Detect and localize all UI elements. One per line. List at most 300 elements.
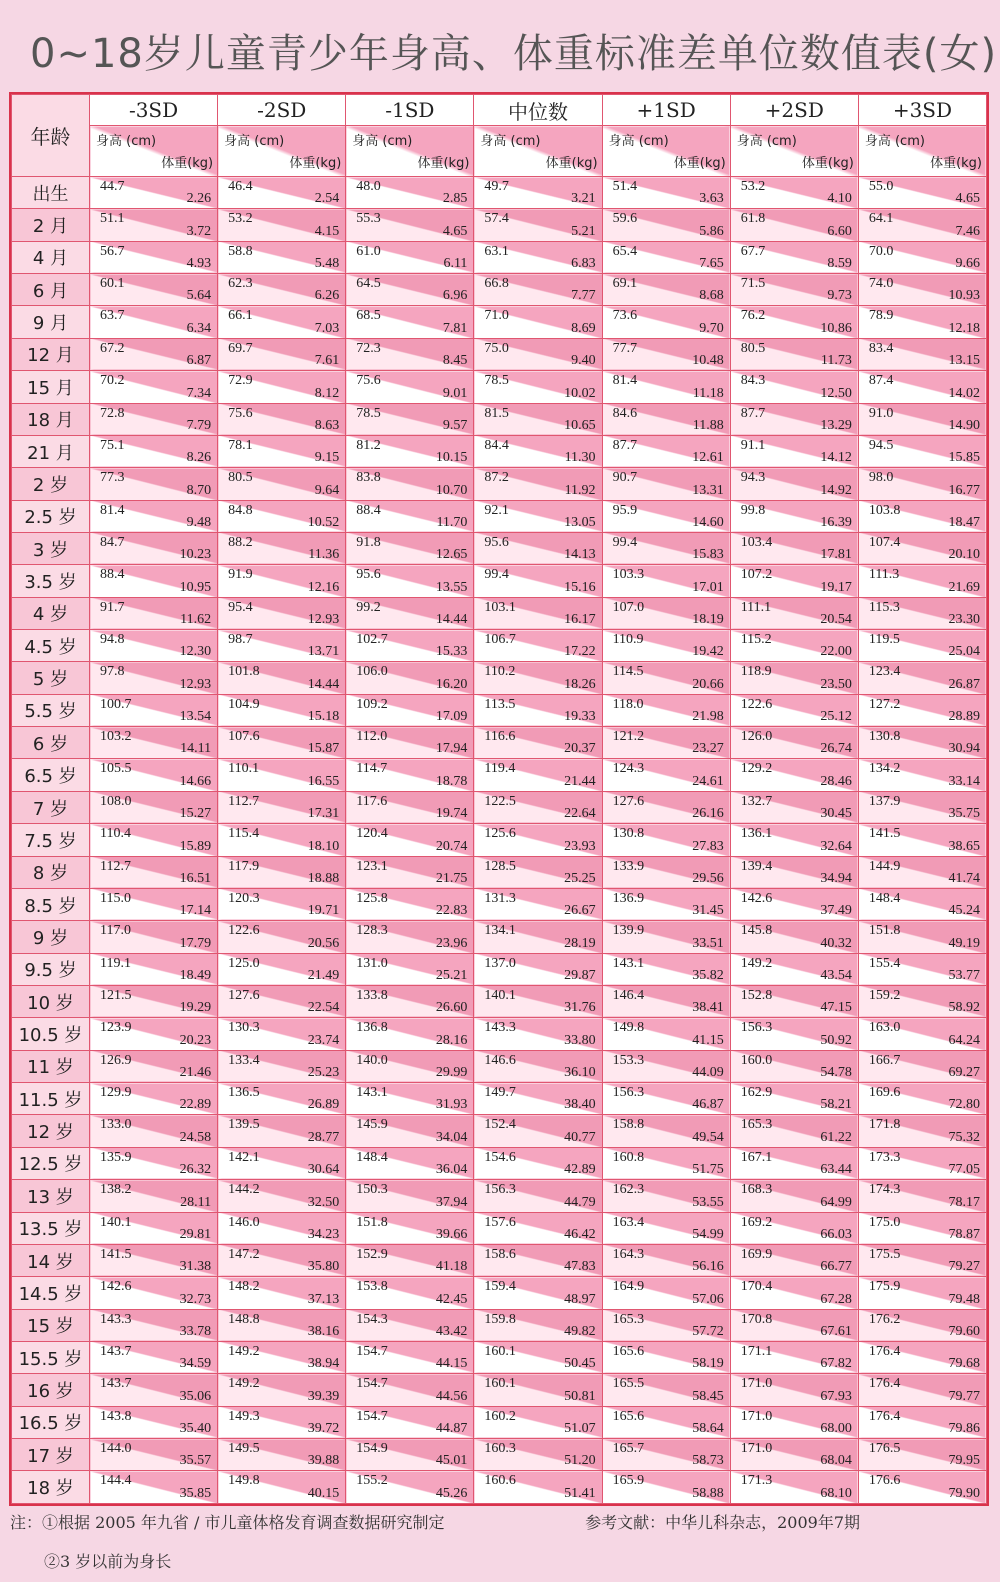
unit-header-cell [602, 126, 730, 177]
value-cell [858, 630, 986, 662]
value-cell [346, 338, 474, 370]
height-value: 84.4 [484, 437, 509, 453]
value-cell [602, 791, 730, 823]
height-value: 143.1 [612, 955, 645, 971]
height-value: 171.0 [740, 1376, 773, 1392]
value-cell [730, 1018, 858, 1050]
value-cell [218, 727, 346, 759]
sd-column-header: -1SD [346, 95, 474, 126]
value-cell [90, 791, 218, 823]
weight-value: 14.13 [564, 547, 596, 563]
height-value: 136.8 [356, 1020, 388, 1036]
height-unit-label: 身高 (cm) [864, 134, 925, 149]
weight-value: 9.64 [314, 482, 340, 498]
height-value: 72.9 [228, 373, 253, 389]
weight-value: 67.61 [820, 1323, 852, 1339]
weight-value: 13.05 [564, 514, 596, 530]
height-value: 84.7 [100, 534, 125, 550]
weight-value: 16.77 [948, 482, 980, 498]
weight-value: 21.75 [435, 870, 468, 886]
height-value: 120.3 [228, 890, 260, 906]
height-value: 99.8 [740, 502, 766, 518]
value-cell [346, 532, 474, 564]
height-value: 91.1 [740, 437, 766, 453]
weight-value: 8.12 [314, 385, 340, 401]
height-value: 152.8 [740, 987, 773, 1003]
height-value: 112.7 [228, 793, 260, 809]
value-cell [858, 1018, 986, 1050]
weight-value: 34.04 [435, 1129, 468, 1145]
sd-column-header: -3SD [90, 95, 218, 126]
height-value: 75.6 [228, 405, 253, 421]
weight-value: 7.34 [186, 385, 212, 401]
value-cell [730, 1341, 858, 1373]
weight-value: 9.70 [699, 320, 724, 336]
value-cell [346, 856, 474, 888]
weight-value: 58.45 [692, 1388, 724, 1404]
weight-value: 20.74 [435, 838, 468, 854]
height-value: 116.6 [484, 729, 516, 745]
height-value: 154.3 [356, 1311, 388, 1327]
weight-value: 38.16 [307, 1323, 340, 1339]
weight-value: 58.64 [692, 1421, 724, 1437]
weight-value: 25.04 [948, 644, 980, 660]
height-value: 94.5 [868, 437, 894, 453]
weight-value: 9.66 [955, 256, 980, 272]
value-cell [858, 694, 986, 726]
height-value: 105.5 [100, 761, 132, 777]
table-row [12, 371, 987, 403]
weight-value: 57.72 [692, 1323, 724, 1339]
weight-value: 17.79 [179, 935, 212, 951]
height-value: 122.5 [484, 793, 516, 809]
table-row [12, 856, 987, 888]
weight-value: 79.86 [948, 1421, 980, 1437]
value-cell [346, 662, 474, 694]
value-cell [346, 371, 474, 403]
value-cell [858, 241, 986, 273]
value-cell [346, 468, 474, 500]
height-value: 90.7 [612, 470, 638, 486]
value-cell [346, 1406, 474, 1438]
weight-value: 67.93 [820, 1388, 852, 1404]
table-row [12, 532, 987, 564]
height-value: 165.5 [612, 1376, 645, 1392]
height-value: 87.2 [484, 470, 509, 486]
weight-value: 79.27 [948, 1259, 980, 1275]
weight-value: 28.19 [564, 935, 596, 951]
weight-value: 8.70 [186, 482, 212, 498]
value-cell [602, 209, 730, 241]
value-cell [218, 1244, 346, 1276]
weight-value: 5.86 [699, 223, 724, 239]
sd-header-row [12, 95, 987, 126]
value-cell [218, 1374, 346, 1406]
height-value: 88.2 [228, 534, 253, 550]
height-value: 119.4 [484, 761, 516, 777]
weight-value: 23.27 [692, 741, 724, 757]
height-value: 146.6 [484, 1052, 516, 1068]
weight-value: 21.69 [948, 579, 980, 595]
height-value: 114.7 [356, 761, 388, 777]
height-value: 95.9 [612, 502, 638, 518]
value-cell [730, 856, 858, 888]
height-value: 107.0 [612, 599, 645, 615]
weight-value: 50.81 [564, 1388, 596, 1404]
height-value: 154.7 [356, 1343, 388, 1359]
value-cell [90, 985, 218, 1017]
weight-value: 20.66 [692, 676, 724, 692]
table-row [12, 662, 987, 694]
height-value: 74.0 [868, 276, 894, 292]
weight-value: 79.48 [948, 1291, 980, 1307]
growth-standards-table [11, 94, 987, 1504]
height-unit-label: 身高 (cm) [736, 134, 797, 149]
weight-value: 67.82 [820, 1356, 852, 1372]
value-cell [218, 371, 346, 403]
weight-value: 16.17 [564, 612, 596, 628]
height-value: 107.4 [868, 534, 901, 550]
weight-value: 10.48 [692, 353, 724, 369]
height-value: 57.4 [484, 211, 509, 227]
weight-value: 69.27 [948, 1065, 980, 1081]
value-cell [474, 856, 602, 888]
value-cell [346, 1147, 474, 1179]
weight-value: 14.92 [820, 482, 852, 498]
weight-value: 53.77 [948, 967, 980, 983]
height-value: 137.0 [484, 955, 516, 971]
value-cell [730, 209, 858, 241]
height-value: 122.6 [740, 696, 773, 712]
value-cell [730, 888, 858, 920]
height-value: 144.0 [100, 1441, 132, 1457]
value-cell [602, 371, 730, 403]
age-cell: 出生 [12, 177, 90, 209]
footer-notes [10, 1510, 980, 1572]
value-cell [730, 274, 858, 306]
value-cell [858, 856, 986, 888]
height-value: 61.0 [356, 243, 381, 259]
weight-value: 7.77 [571, 288, 596, 304]
age-cell: 15 岁 [12, 1309, 90, 1341]
table-row [12, 338, 987, 370]
value-cell [730, 241, 858, 273]
weight-value: 26.89 [307, 1097, 340, 1113]
height-value: 69.7 [228, 340, 253, 356]
value-cell [474, 694, 602, 726]
height-value: 127.6 [228, 987, 260, 1003]
value-cell [218, 1309, 346, 1341]
value-cell [90, 306, 218, 338]
weight-value: 78.87 [948, 1226, 980, 1242]
height-value: 149.2 [228, 1376, 260, 1392]
weight-value: 10.52 [307, 514, 340, 530]
weight-value: 38.94 [307, 1356, 340, 1372]
weight-value: 9.48 [186, 514, 212, 530]
value-cell [602, 435, 730, 467]
weight-value: 68.10 [820, 1486, 852, 1501]
weight-value: 58.21 [820, 1097, 852, 1113]
height-value: 139.5 [228, 1117, 260, 1133]
height-value: 94.8 [100, 632, 125, 648]
value-cell [218, 468, 346, 500]
value-cell [858, 759, 986, 791]
weight-value: 16.39 [820, 514, 852, 530]
value-cell [346, 1083, 474, 1115]
weight-value: 22.89 [179, 1097, 212, 1113]
table-row [12, 1471, 987, 1504]
value-cell [346, 953, 474, 985]
weight-value: 39.88 [307, 1453, 340, 1469]
weight-value: 58.88 [692, 1486, 724, 1501]
height-value: 78.5 [484, 373, 509, 389]
weight-value: 18.26 [564, 676, 596, 692]
weight-value: 30.45 [820, 806, 852, 822]
table-row [12, 630, 987, 662]
height-value: 175.5 [868, 1246, 901, 1262]
weight-value: 7.46 [955, 223, 980, 239]
value-cell [90, 274, 218, 306]
height-value: 67.7 [740, 243, 766, 259]
value-cell [474, 1018, 602, 1050]
value-cell [218, 241, 346, 273]
weight-value: 2.26 [186, 191, 212, 207]
height-value: 66.1 [228, 308, 253, 324]
weight-value: 6.96 [442, 288, 468, 304]
value-cell [730, 1309, 858, 1341]
weight-value: 21.49 [307, 967, 340, 983]
value-cell [90, 1244, 218, 1276]
weight-value: 9.40 [571, 353, 596, 369]
height-value: 81.2 [356, 437, 381, 453]
value-cell [602, 1083, 730, 1115]
age-cell: 9 月 [12, 306, 90, 338]
height-value: 140.0 [356, 1052, 388, 1068]
value-cell [218, 274, 346, 306]
weight-value: 20.54 [820, 612, 852, 628]
height-value: 124.3 [612, 761, 645, 777]
value-cell [218, 500, 346, 532]
value-cell [602, 1050, 730, 1082]
value-cell [346, 727, 474, 759]
height-value: 125.8 [356, 890, 388, 906]
weight-value: 14.02 [948, 385, 980, 401]
value-cell [218, 888, 346, 920]
height-value: 55.0 [868, 179, 894, 194]
height-value: 112.0 [356, 729, 388, 745]
weight-value: 10.02 [564, 385, 596, 401]
value-cell [346, 921, 474, 953]
age-cell: 6 岁 [12, 727, 90, 759]
height-value: 77.7 [612, 340, 638, 356]
value-cell [858, 888, 986, 920]
value-cell [218, 1018, 346, 1050]
value-cell [474, 1115, 602, 1147]
weight-value: 43.54 [820, 967, 852, 983]
weight-value: 41.74 [948, 870, 980, 886]
value-cell [474, 630, 602, 662]
value-cell [90, 241, 218, 273]
weight-value: 12.93 [307, 612, 340, 628]
weight-value: 35.40 [179, 1421, 212, 1437]
value-cell [602, 1212, 730, 1244]
value-cell [474, 921, 602, 953]
weight-value: 3.72 [186, 223, 212, 239]
height-value: 169.2 [740, 1214, 773, 1230]
weight-value: 28.11 [180, 1194, 212, 1210]
sd-column-header: +3SD [858, 95, 986, 126]
weight-value: 10.15 [435, 450, 468, 466]
value-cell [602, 953, 730, 985]
value-cell [474, 1374, 602, 1406]
value-cell [858, 274, 986, 306]
weight-value: 72.80 [948, 1097, 980, 1113]
age-cell: 11 岁 [12, 1050, 90, 1082]
height-value: 147.2 [228, 1246, 260, 1262]
value-cell [602, 1439, 730, 1471]
value-cell [346, 565, 474, 597]
age-cell: 14.5 岁 [12, 1277, 90, 1309]
value-cell [730, 532, 858, 564]
value-cell [474, 1309, 602, 1341]
height-value: 129.2 [740, 761, 773, 777]
weight-value: 64.99 [820, 1194, 852, 1210]
height-value: 113.5 [484, 696, 516, 712]
weight-value: 13.55 [435, 579, 468, 595]
weight-value: 18.10 [307, 838, 340, 854]
height-value: 173.3 [868, 1149, 901, 1165]
value-cell [858, 1406, 986, 1438]
weight-value: 12.18 [948, 320, 980, 336]
value-cell [90, 1374, 218, 1406]
weight-unit-label: 体重(kg) [161, 156, 214, 171]
height-value: 160.6 [484, 1473, 516, 1489]
weight-value: 51.07 [564, 1421, 596, 1437]
age-cell: 10 岁 [12, 985, 90, 1017]
weight-value: 79.68 [948, 1356, 980, 1372]
height-value: 140.1 [484, 987, 516, 1003]
weight-value: 6.87 [186, 353, 212, 369]
height-value: 158.6 [484, 1246, 516, 1262]
weight-value: 41.15 [692, 1032, 724, 1048]
height-value: 87.7 [740, 405, 766, 421]
height-value: 98.0 [868, 470, 894, 486]
weight-value: 10.93 [948, 288, 980, 304]
table-row [12, 241, 987, 273]
weight-value: 61.22 [820, 1129, 852, 1145]
weight-value: 14.11 [180, 741, 212, 757]
height-value: 142.6 [100, 1279, 132, 1295]
height-value: 83.4 [868, 340, 894, 356]
height-value: 129.9 [100, 1085, 132, 1101]
weight-value: 79.60 [948, 1323, 980, 1339]
height-value: 154.6 [484, 1149, 516, 1165]
weight-value: 42.45 [435, 1291, 468, 1307]
weight-value: 18.78 [435, 773, 468, 789]
value-cell [730, 1277, 858, 1309]
height-value: 69.1 [612, 276, 638, 292]
weight-value: 34.59 [179, 1356, 212, 1372]
value-cell [602, 727, 730, 759]
value-cell [730, 500, 858, 532]
value-cell [90, 1471, 218, 1504]
weight-value: 47.15 [820, 1000, 852, 1016]
height-value: 143.3 [100, 1311, 132, 1327]
value-cell [858, 727, 986, 759]
height-value: 143.3 [484, 1020, 516, 1036]
height-value: 125.0 [228, 955, 260, 971]
age-cell: 12.5 岁 [12, 1147, 90, 1179]
value-cell [474, 888, 602, 920]
value-cell [730, 1439, 858, 1471]
value-cell [858, 1309, 986, 1341]
weight-value: 13.54 [179, 709, 212, 725]
table-row [12, 953, 987, 985]
value-cell [90, 824, 218, 856]
value-cell [858, 338, 986, 370]
height-value: 176.4 [868, 1343, 901, 1359]
weight-value: 17.94 [435, 741, 468, 757]
table-row [12, 759, 987, 791]
height-value: 107.2 [740, 567, 773, 583]
height-value: 142.1 [228, 1149, 260, 1165]
weight-value: 10.86 [820, 320, 852, 336]
height-value: 65.4 [612, 243, 638, 259]
value-cell [90, 1050, 218, 1082]
table-row [12, 1439, 987, 1471]
table-row [12, 306, 987, 338]
height-value: 149.2 [740, 955, 773, 971]
weight-value: 44.87 [435, 1421, 468, 1437]
height-value: 103.3 [612, 567, 645, 583]
height-value: 137.9 [868, 793, 901, 809]
height-value: 165.7 [612, 1441, 645, 1457]
age-cell: 4 月 [12, 241, 90, 273]
weight-value: 21.46 [179, 1065, 212, 1081]
height-value: 80.5 [228, 470, 253, 486]
table-row [12, 1018, 987, 1050]
value-cell [90, 630, 218, 662]
weight-value: 7.65 [699, 256, 724, 272]
value-cell [474, 1083, 602, 1115]
value-cell [858, 1147, 986, 1179]
value-cell [730, 435, 858, 467]
weight-value: 25.23 [307, 1065, 340, 1081]
age-cell: 21 月 [12, 435, 90, 467]
table-row [12, 1341, 987, 1373]
height-value: 91.9 [228, 567, 253, 583]
value-cell [218, 759, 346, 791]
value-cell [474, 1050, 602, 1082]
value-cell [730, 1471, 858, 1504]
value-cell [346, 177, 474, 209]
weight-value: 34.94 [820, 870, 852, 886]
height-value: 97.8 [100, 664, 125, 680]
height-value: 112.7 [100, 858, 131, 874]
value-cell [90, 856, 218, 888]
height-value: 88.4 [100, 567, 125, 583]
value-cell [730, 727, 858, 759]
age-column-header: 年龄 [12, 95, 90, 177]
value-cell [474, 403, 602, 435]
weight-value: 77.05 [948, 1162, 980, 1178]
weight-value: 31.38 [179, 1259, 212, 1275]
height-value: 108.0 [100, 793, 132, 809]
value-cell [346, 985, 474, 1017]
value-cell [858, 565, 986, 597]
height-value: 88.4 [356, 502, 381, 518]
weight-value: 49.82 [564, 1323, 596, 1339]
